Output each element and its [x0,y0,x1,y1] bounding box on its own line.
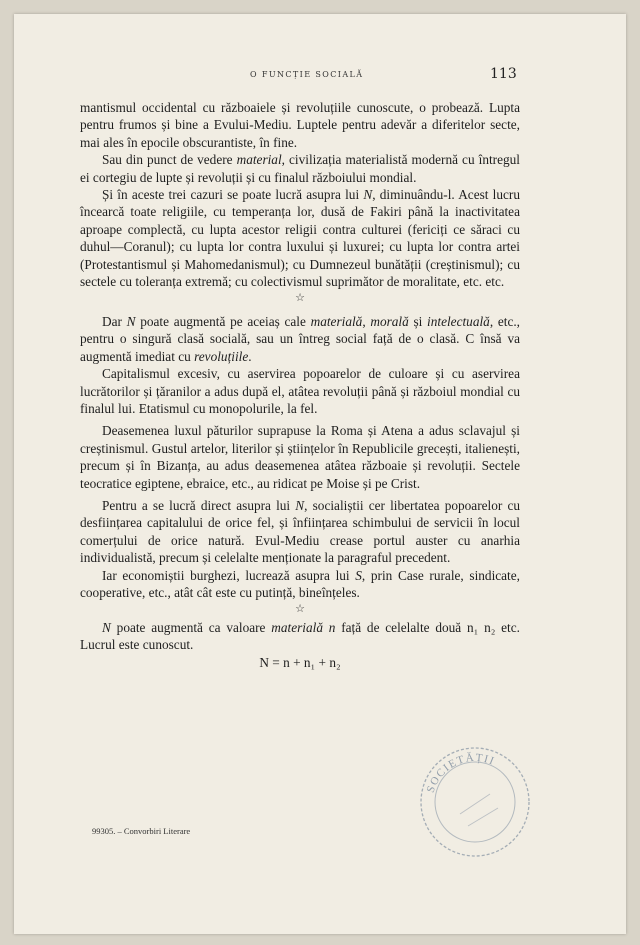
p7-italic-n: N [295,497,305,513]
p8-italic-s: S [355,567,362,583]
section-star-1: ☆ [295,292,305,305]
paragraph-9 [80,619,520,654]
p2-text-c: , civilizația materialistă modernă cu întregul ei cortegiu de lupte și revoluții și cu finalul războiului mondial. [80,152,520,185]
p4-italic-n: N [126,313,136,329]
p5-text: Capitalismul excesiv, cu aservirea popoarelor de culoare și cu aservirea lucrătorilor și țăranilor a adus după el, atâtea revoluții până și războiul mondial cu finalul lui. Etatismul cu monopolurile, la fel. [80,366,520,416]
p7-text-c: , socialiștii cer libertatea popoarelor cu desființarea capitalului de orice fel, și înființarea schimbului de servicii în locul comerțului de orice natură. Evul-Mediu crease portul auster cu anarhia individualistă, precum și celelalte menționate la paragraful precedent. [80,497,520,566]
p4-text-e: , [362,313,371,329]
p4-italic-intelectuala: intelectuală [427,313,490,329]
paragraph-5 [80,365,520,417]
paragraph-4 [80,313,520,365]
paragraph-3 [80,186,520,290]
stamp-marks [460,794,498,826]
book-page [14,14,626,934]
p4-italic-morala: morală [370,313,409,329]
running-title: O FUNCȚIE SOCIALĂ [250,70,364,79]
p2-text-a: Sau din punct de vedere [102,152,237,168]
p9-text-d: față de celelalte două n₁ n₂ etc. Lucrul este cunoscut. [80,619,520,653]
p4-text-a: Dar [102,313,127,329]
p4-text-g: și [408,313,428,329]
formula: N = n + n₁ + n₂ [259,654,341,670]
section-star-2: ☆ [295,603,305,616]
p7-text-a: Pentru a se lucră direct asupra lui [102,497,296,513]
p6-text: Deasemenea luxul păturilor suprapuse la Roma și Atena a adus sclavajul și creștinismul. Gustul artelor, literilor și științelor în Republicile grecești, italienești, precum și în Bizanța, au adus deasemenea atâtea războaie și revoluții. Sectele teocratice egiptene, ebraice, etc., au ridicat pe Moise și pe Crist. [80,423,520,491]
paragraph-7 [80,497,520,567]
p8-text-a: Iar economiștii burghezi, lucrează asupra lui [102,567,356,583]
printer-imprint: 99305. – Convorbiri Literare [92,826,191,836]
paragraph-6 [80,422,520,492]
p9-text-b: poate augmentă ca valoare [110,619,272,635]
p9-italic-materiala-n: materială n [271,619,336,635]
p8-text-c: , prin Case rurale, sindicate, cooperative, etc., atât cât este cu putință, bineînțeles. [80,567,520,600]
stamp-text: SOCIETĂȚII [424,751,497,795]
p3-text-c: , diminuându-l. Acest lucru încearcă toate religiile, cu temperanța lor, dusă de Fakiri până la inactivitatea aproape complectă, cu lupta acestor religii contra culturei (fericiți ce săraci cu duhul—Coranul); cu lupta lor contra luxului și luxurei; cu lupta lor contra artei (Protestantismul și Mahomedanismul); cu Dumnezeul bunătății (creștinismul); cu sectele cu toleranța extremă; cu colectivismul suprimător de moralitate, etc. etc. [80,187,520,290]
paragraph-8 [80,567,520,602]
p9-italic-n: N [102,619,111,635]
paragraph-2 [80,151,520,186]
library-stamp [410,734,540,864]
paragraph-1-text: mantismul occidental cu războaiele și revoluțiile cunoscute, o probează. Lupta pentru frumos și bine a Evului-Mediu. Luptele pentru adevăr a diferitelor secte, mai ales în epocile obscurantiste, în fine. [80,100,520,150]
body-text [80,99,520,671]
p4-text-k: . [248,348,252,364]
p4-text-i: , etc., pentru o singură clasă socială, sau un întreg social față de o clasă. C însă va augmentă imediat cu [80,313,520,364]
p2-italic-material: material [236,152,282,168]
paragraph-1 [80,99,520,151]
page-number: 113 [490,66,517,82]
p3-italic-n: N [363,187,373,203]
p4-text-c: poate augmentă pe aceiaș cale [135,313,311,329]
p4-italic-materiala: materială [310,313,363,329]
p3-text-a: Și în aceste trei cazuri se poate lucră asupra lui [102,187,364,203]
p4-italic-revolutiile: revoluțiile [194,348,249,364]
stamp-outer-ring [421,748,529,856]
